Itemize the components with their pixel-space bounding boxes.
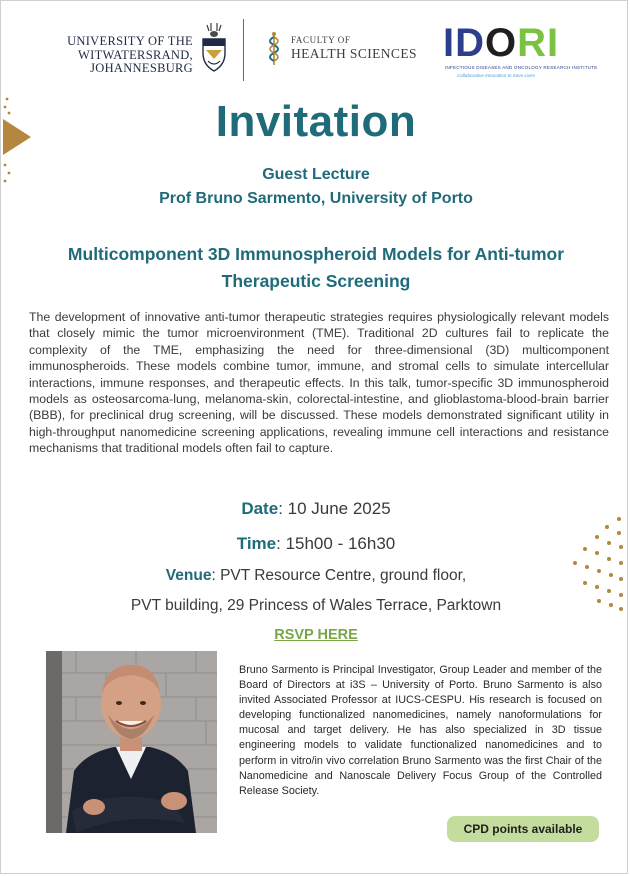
wits-crest-icon — [199, 23, 229, 73]
venue-value-line-1: : PVT Resource Centre, ground floor, — [211, 567, 467, 584]
fhs-line-2: HEALTH SCIENCES — [291, 46, 417, 61]
health-sciences-logo — [263, 31, 433, 71]
idori-letter-r: R — [517, 21, 548, 65]
wits-wordmark — [53, 35, 193, 76]
date-value: : 10 June 2025 — [278, 499, 391, 518]
venue-label: Venue — [165, 567, 212, 584]
speaker-name: Prof Bruno Sarmento, University of Porto — [159, 190, 473, 207]
date-label: Date — [241, 499, 279, 518]
idori-logo — [441, 21, 598, 83]
wits-line-1: UNIVERSITY OF THE — [67, 34, 193, 48]
event-venue — [1, 567, 630, 585]
venue-value-line-2: PVT building, 29 Princess of Wales Terrace, Parktown — [130, 597, 502, 614]
talk-title-line-1: Multicomponent 3D Immunospheroid Models for Anti-tumor — [67, 244, 565, 264]
idori-letter-i2: I — [547, 21, 560, 65]
logo-divider — [243, 19, 244, 81]
caduceus-icon — [263, 31, 285, 67]
idori-tagline: Collaborative Innovation to Save Lives — [457, 73, 536, 78]
guest-lecture-label: Guest Lecture — [262, 166, 370, 183]
talk-title-line-2: Therapeutic Screening — [221, 271, 411, 291]
wits-logo — [53, 23, 233, 79]
idori-wordmark — [443, 21, 559, 65]
speaker-photo — [46, 651, 217, 833]
invitation-heading: Invitation — [215, 97, 417, 146]
fhs-line-1: FACULTY OF — [291, 35, 351, 45]
abstract-paragraph: The development of innovative anti-tumor therapeutic strategies requires physiologically relevant models that closely mimic the tumor microenvironment (TME). Traditional 2D cultures fail to replicate the complexity of the TME, emphasizing the need for three-dimensional (3D) multicomponent immunospheroids. These models combine tumor, immune, and stromal cells to simulate intercellular interactions, immune responses, and therapeutic effects. In this talk, tumor-specific 3D immunospheroid models as osteosarcoma-lung, melanoma-skin, colorectal-intestine, and glioblastoma-blood-brain barrier (BBB), for preclinical drug screening, will be discussed. These models demonstrated significant utility in high-throughput nanomedicine screening applications, revealing immune cell interactions and resistance mechanisms that traditional models often fail to capture. — [29, 310, 609, 456]
wits-line-2: WITWATERSRAND, — [78, 47, 193, 62]
talk-title — [31, 241, 601, 295]
idori-letter-d: D — [455, 21, 486, 65]
event-time — [1, 534, 630, 554]
speaker-portrait-illustration — [46, 651, 217, 833]
speaker-bio: Bruno Sarmento is Principal Investigator, Group Leader and member of the Board of Directors at i3S – University of Porto. Bruno Sarmento is also invited Associated Professor at IUCS-CESPU. His research is focused on developing functionalized nanomedicines, namely nanoformulations for mucosal and target delivery. He has also specialized in 3D tissue engineering models to validate functionalized nanomedicines and to perform in vitro/in vivo correlation Bruno Sarmento was the first Chair of the Nanomedicine and Nanoscale Delivery Focus Group of the Controlled Release Society. — [239, 664, 602, 797]
idori-letter-o-africa: O — [485, 21, 518, 65]
event-date — [1, 499, 630, 519]
time-label: Time — [236, 534, 277, 553]
cpd-badge: CPD points available — [447, 816, 599, 842]
rsvp-link[interactable]: RSVP HERE — [274, 627, 358, 643]
time-value: : 15h00 - 16h30 — [276, 534, 396, 553]
idori-subtitle: INFECTIOUS DISEASES AND ONCOLOGY RESEARCH INSTITUTE — [445, 65, 598, 70]
idori-letter-i: I — [443, 21, 456, 65]
wits-line-3: JOHANNESBURG — [90, 61, 193, 75]
